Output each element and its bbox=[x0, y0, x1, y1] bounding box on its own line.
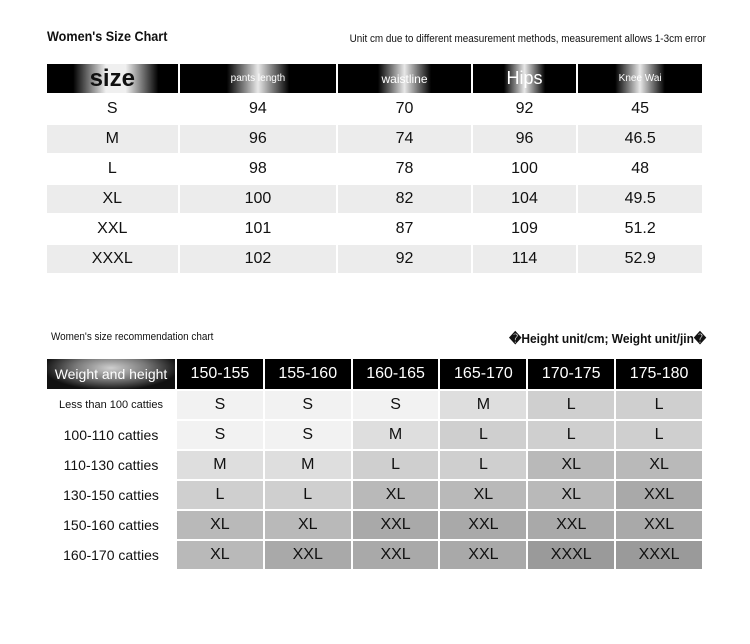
cell-hips: 96 bbox=[473, 125, 577, 153]
cell-size: M bbox=[440, 391, 526, 419]
cell-size: XXXL bbox=[616, 541, 702, 569]
cell-size: XXL bbox=[616, 481, 702, 509]
cell-size: XXL bbox=[440, 541, 526, 569]
cell-size: M bbox=[47, 125, 178, 153]
cell-size: M bbox=[353, 421, 439, 449]
cell-size: XXL bbox=[265, 541, 351, 569]
table-row bbox=[47, 95, 702, 123]
cell-size: XXXL bbox=[528, 541, 614, 569]
table-row bbox=[47, 155, 702, 183]
cell-size: S bbox=[265, 421, 351, 449]
cell-size: L bbox=[353, 451, 439, 479]
cell-knee-wai: 45 bbox=[578, 95, 702, 123]
cell-size: XL bbox=[440, 481, 526, 509]
cell-size: S bbox=[177, 421, 263, 449]
cell-size: L bbox=[440, 421, 526, 449]
table-row bbox=[47, 511, 702, 539]
cell-size: XXL bbox=[616, 511, 702, 539]
size-chart-table bbox=[45, 62, 704, 275]
cell-waistline: 82 bbox=[338, 185, 470, 213]
header-pants-length: pants length bbox=[180, 64, 337, 93]
cell-size: L bbox=[616, 421, 702, 449]
header-waistline: waistline bbox=[338, 64, 470, 93]
row-weight-label: 110-130 catties bbox=[47, 451, 175, 479]
cell-waistline: 70 bbox=[338, 95, 470, 123]
cell-size: XL bbox=[177, 541, 263, 569]
cell-size: S bbox=[47, 95, 178, 123]
cell-size: XL bbox=[353, 481, 439, 509]
size-chart-title: Women's Size Chart bbox=[47, 28, 168, 44]
table-row bbox=[47, 421, 702, 449]
cell-pants-length: 100 bbox=[180, 185, 337, 213]
cell-knee-wai: 52.9 bbox=[578, 245, 702, 273]
cell-size: L bbox=[528, 421, 614, 449]
header-height: 160-165 bbox=[353, 359, 439, 389]
table-row bbox=[47, 451, 702, 479]
recommendation-table bbox=[45, 357, 704, 571]
cell-size: XXL bbox=[353, 511, 439, 539]
cell-knee-wai: 49.5 bbox=[578, 185, 702, 213]
header-hips: Hips bbox=[473, 64, 577, 93]
header-knee-wai: Knee Wai bbox=[578, 64, 702, 93]
cell-size: S bbox=[265, 391, 351, 419]
cell-waistline: 74 bbox=[338, 125, 470, 153]
cell-size: XL bbox=[265, 511, 351, 539]
size-chart-unit-note: Unit cm due to different measurement methods, measurement allows 1-3cm error bbox=[349, 33, 706, 45]
cell-size: M bbox=[265, 451, 351, 479]
cell-waistline: 78 bbox=[338, 155, 470, 183]
cell-hips: 109 bbox=[473, 215, 577, 243]
cell-size: XL bbox=[177, 511, 263, 539]
cell-size: S bbox=[353, 391, 439, 419]
cell-size: L bbox=[528, 391, 614, 419]
cell-pants-length: 94 bbox=[180, 95, 337, 123]
row-weight-label: 100-110 catties bbox=[47, 421, 175, 449]
cell-size: L bbox=[177, 481, 263, 509]
header-height: 155-160 bbox=[265, 359, 351, 389]
header-size: size bbox=[47, 64, 178, 93]
cell-size: XXL bbox=[528, 511, 614, 539]
cell-size: M bbox=[177, 451, 263, 479]
table-row bbox=[47, 215, 702, 243]
table-row bbox=[47, 541, 702, 569]
row-weight-label: Less than 100 catties bbox=[47, 391, 175, 419]
cell-hips: 104 bbox=[473, 185, 577, 213]
size-chart-header-row bbox=[47, 64, 702, 93]
cell-hips: 114 bbox=[473, 245, 577, 273]
cell-pants-length: 101 bbox=[180, 215, 337, 243]
cell-size: XXL bbox=[440, 511, 526, 539]
cell-size: L bbox=[616, 391, 702, 419]
cell-waistline: 87 bbox=[338, 215, 470, 243]
row-weight-label: 150-160 catties bbox=[47, 511, 175, 539]
cell-knee-wai: 51.2 bbox=[578, 215, 702, 243]
cell-waistline: 92 bbox=[338, 245, 470, 273]
header-height: 170-175 bbox=[528, 359, 614, 389]
recommendation-unit-note: �Height unit/cm; Weight unit/jin� bbox=[508, 331, 706, 346]
cell-hips: 100 bbox=[473, 155, 577, 183]
cell-size: XXL bbox=[47, 215, 178, 243]
cell-size: XXXL bbox=[47, 245, 178, 273]
row-weight-label: 130-150 catties bbox=[47, 481, 175, 509]
header-height: 175-180 bbox=[616, 359, 702, 389]
cell-hips: 92 bbox=[473, 95, 577, 123]
cell-size: XL bbox=[528, 481, 614, 509]
cell-size: XL bbox=[528, 451, 614, 479]
cell-pants-length: 98 bbox=[180, 155, 337, 183]
header-weight-and-height: Weight and height bbox=[47, 359, 175, 389]
recommendation-header-row bbox=[47, 359, 702, 389]
table-row bbox=[47, 185, 702, 213]
header-height: 150-155 bbox=[177, 359, 263, 389]
recommendation-chart-title: Women's size recommendation chart bbox=[51, 331, 214, 343]
cell-size: XL bbox=[616, 451, 702, 479]
table-row bbox=[47, 391, 702, 419]
cell-knee-wai: 46.5 bbox=[578, 125, 702, 153]
table-row bbox=[47, 245, 702, 273]
table-row bbox=[47, 481, 702, 509]
cell-knee-wai: 48 bbox=[578, 155, 702, 183]
cell-size: L bbox=[47, 155, 178, 183]
row-weight-label: 160-170 catties bbox=[47, 541, 175, 569]
cell-size: L bbox=[440, 451, 526, 479]
cell-size: L bbox=[265, 481, 351, 509]
header-height: 165-170 bbox=[440, 359, 526, 389]
cell-pants-length: 102 bbox=[180, 245, 337, 273]
cell-size: XL bbox=[47, 185, 178, 213]
cell-size: XXL bbox=[353, 541, 439, 569]
table-row bbox=[47, 125, 702, 153]
cell-pants-length: 96 bbox=[180, 125, 337, 153]
cell-size: S bbox=[177, 391, 263, 419]
